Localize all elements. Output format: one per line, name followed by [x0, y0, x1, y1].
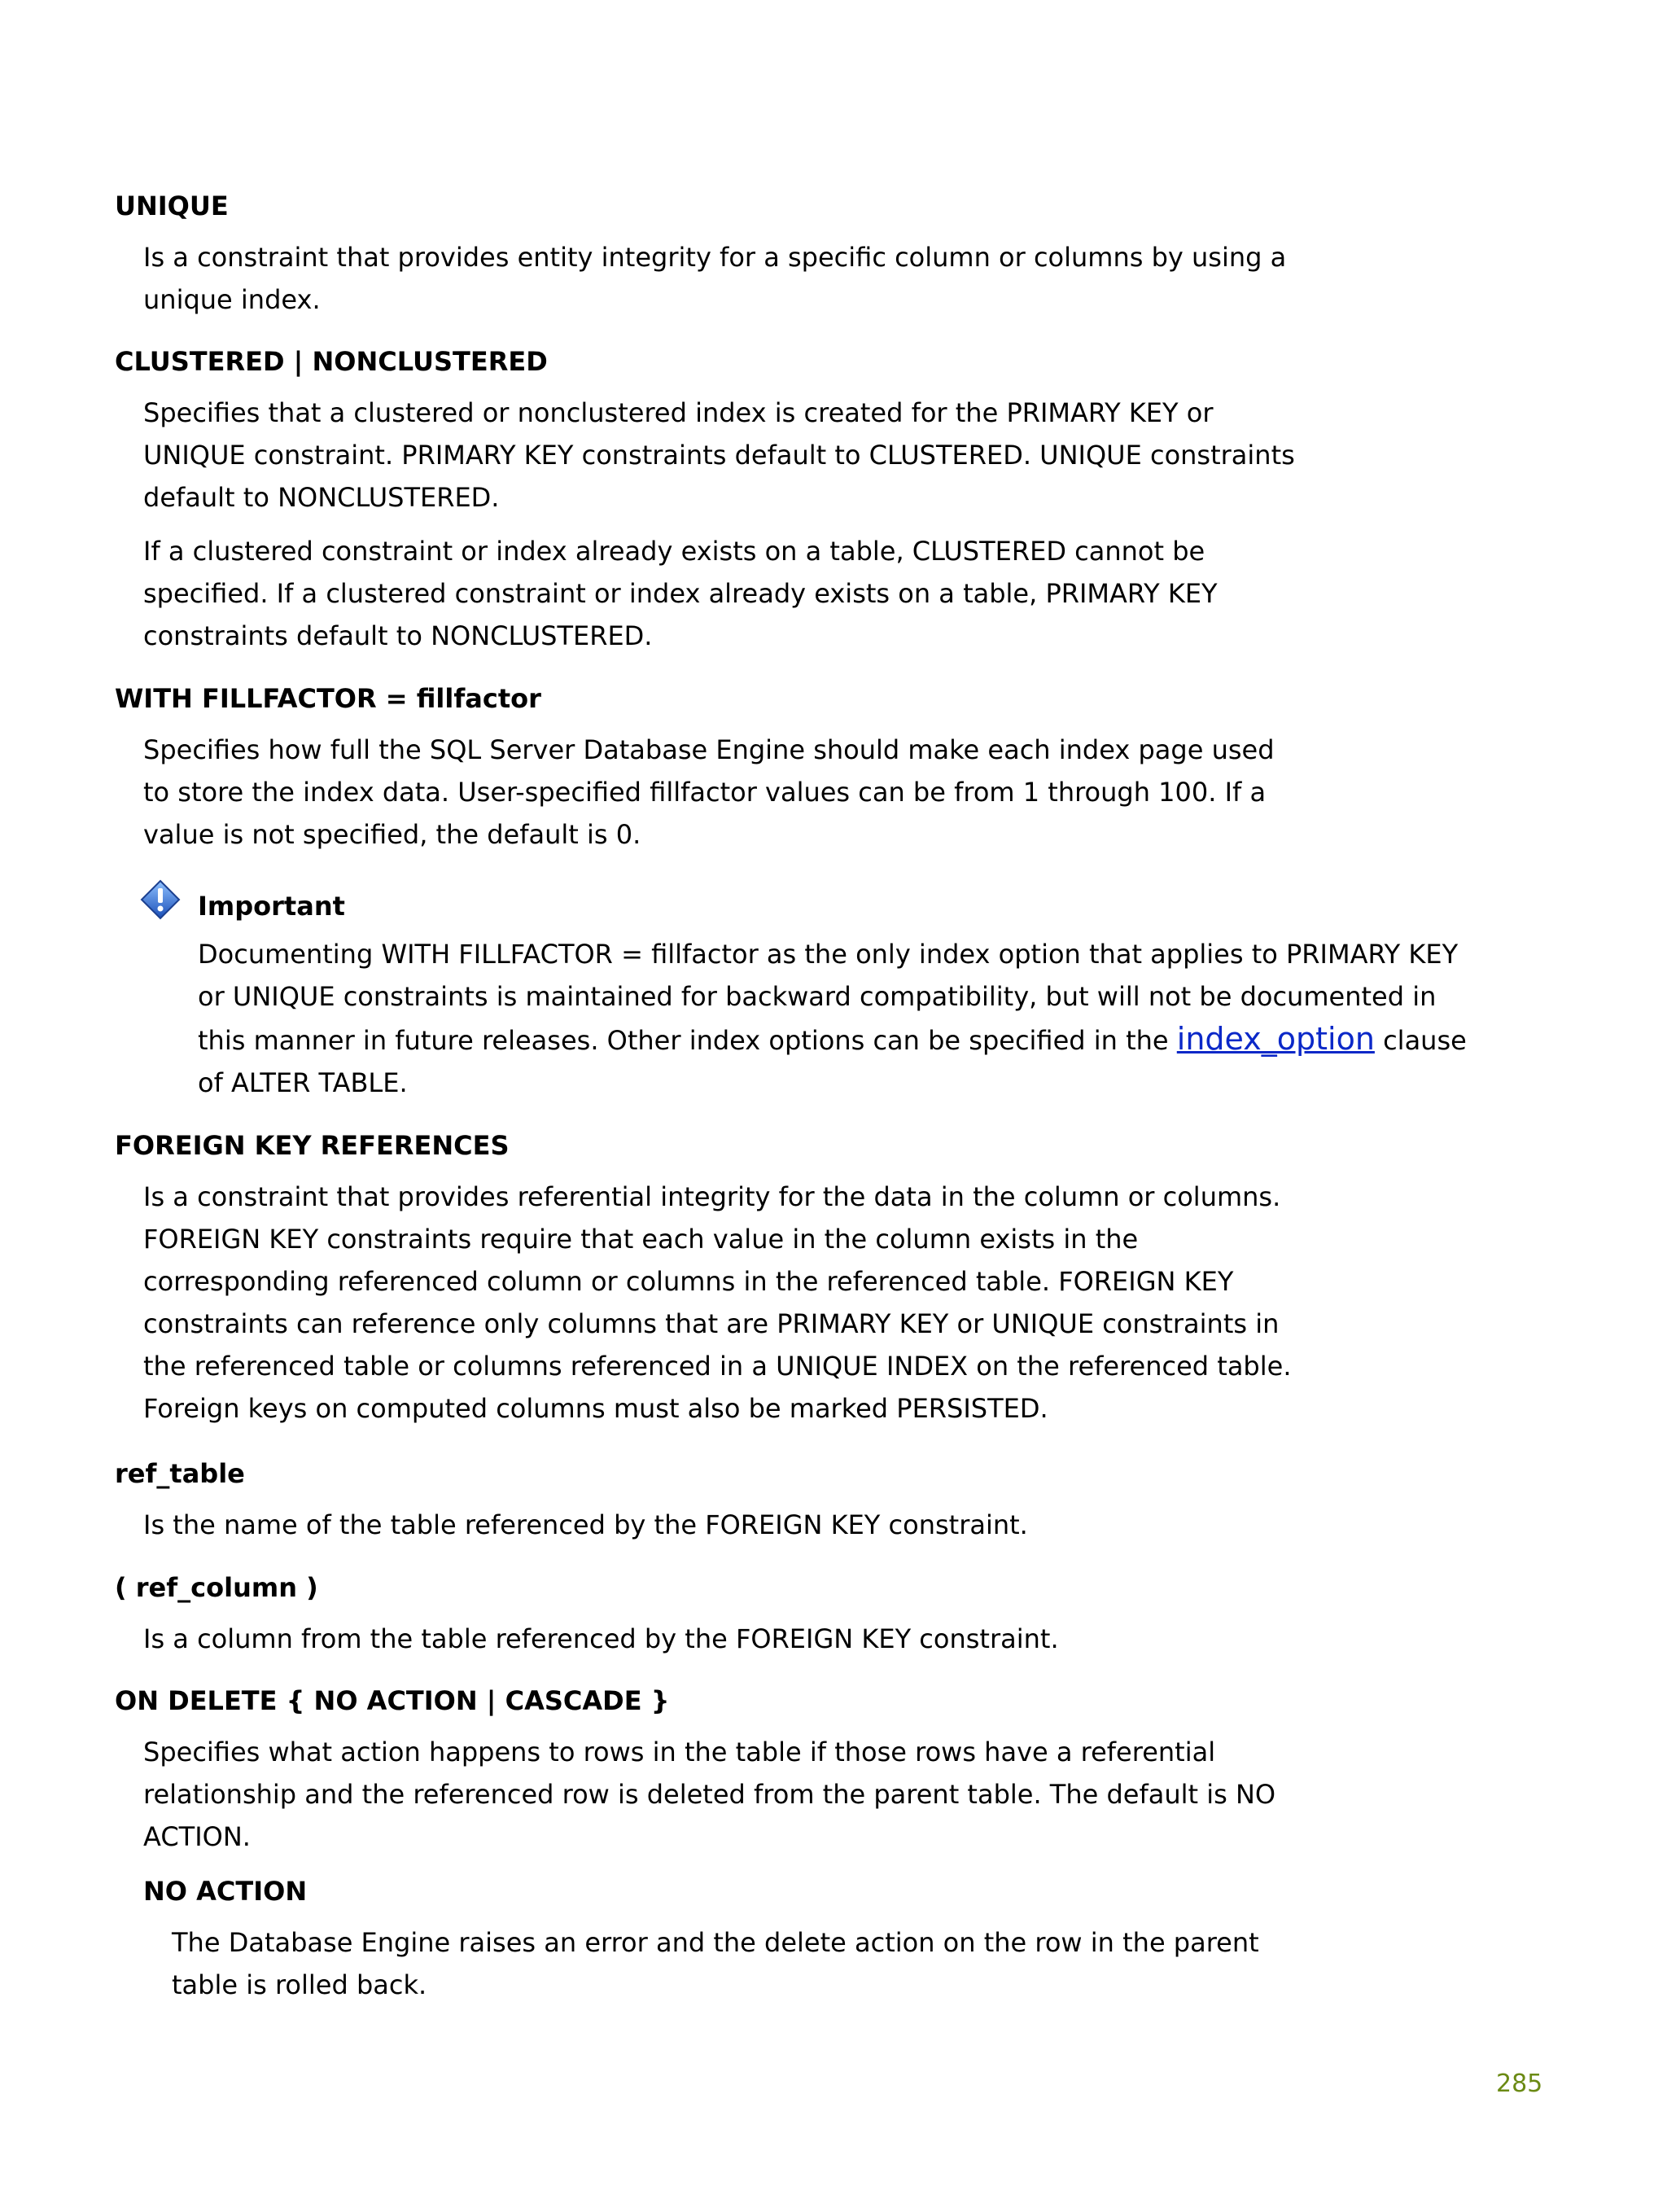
note-body [198, 933, 1468, 1104]
term-ref-column: ( ref_column ) [115, 1572, 318, 1603]
term-clustered: CLUSTERED | NONCLUSTERED [115, 346, 548, 377]
desc-unique: Is a constraint that provides entity integrity for a specific column or columns by using a unique index. [143, 242, 1287, 315]
desc-clustered-1: Specifies that a clustered or nonclustered index is created for the PRIMARY KEY or UNIQUE constraint. PRIMARY KEY constraints default to CLUSTERED. UNIQUE constraints default to NONCLUSTERED. [143, 397, 1295, 513]
term-foreign-key: FOREIGN KEY REFERENCES [115, 1130, 510, 1161]
desc-ref-column: Is a column from the table referenced by the FOREIGN KEY constraint. [143, 1623, 1059, 1654]
important-info-icon [140, 879, 181, 920]
note-body-text-after: clause of ALTER TABLE. [198, 1025, 1467, 1098]
term-on-delete: ON DELETE { NO ACTION | CASCADE } [115, 1685, 670, 1716]
term-ref-table: ref_table [115, 1458, 245, 1489]
term-unique: UNIQUE [115, 191, 229, 221]
desc-clustered-2: If a clustered constraint or index already exists on a table, CLUSTERED cannot be specified. If a clustered constraint or index already exists on a table, PRIMARY KEY constraints default to NONCLUSTERED. [143, 536, 1218, 651]
term-fillfactor: WITH FILLFACTOR = fillfactor [115, 683, 541, 714]
desc-ref-table: Is the name of the table referenced by the FOREIGN KEY constraint. [143, 1509, 1028, 1540]
page-number: 285 [1496, 2070, 1543, 2098]
index-option-link[interactable]: index_option [1176, 1021, 1375, 1057]
desc-fillfactor: Specifies how full the SQL Server Database Engine should make each index page used to store the index data. User-specified fillfactor values can be from 1 through 100. If a value is not specified, the default is 0. [143, 734, 1275, 850]
desc-no-action: The Database Engine raises an error and the delete action on the row in the parent table is rolled back. [172, 1927, 1259, 2000]
desc-foreign-key: Is a constraint that provides referential integrity for the data in the column or columns. FOREIGN KEY constraints require that each value in the column exists in the corresponding referenced column or columns in the referenced table. FOREIGN KEY constraints can reference only columns that are PRIMARY KEY or UNIQUE constraints in the referenced table or columns referenced in a UNIQUE INDEX on the referenced table. Foreign keys on computed columns must also be marked PERSISTED. [143, 1181, 1292, 1424]
desc-on-delete: Specifies what action happens to rows in the table if those rows have a referential relationship and the referenced row is deleted from the parent table. The default is NO ACTION. [143, 1737, 1276, 1852]
term-no-action: NO ACTION [143, 1876, 308, 1907]
note-body-text-before: Documenting WITH FILLFACTOR = fillfactor as the only index option that applies to PRIMARY KEY or UNIQUE constraints is maintained for backward compatibility, but will not be documented in this manner in future releases. Other index options can be specified in the [198, 939, 1459, 1056]
note-title: Important [198, 891, 345, 922]
